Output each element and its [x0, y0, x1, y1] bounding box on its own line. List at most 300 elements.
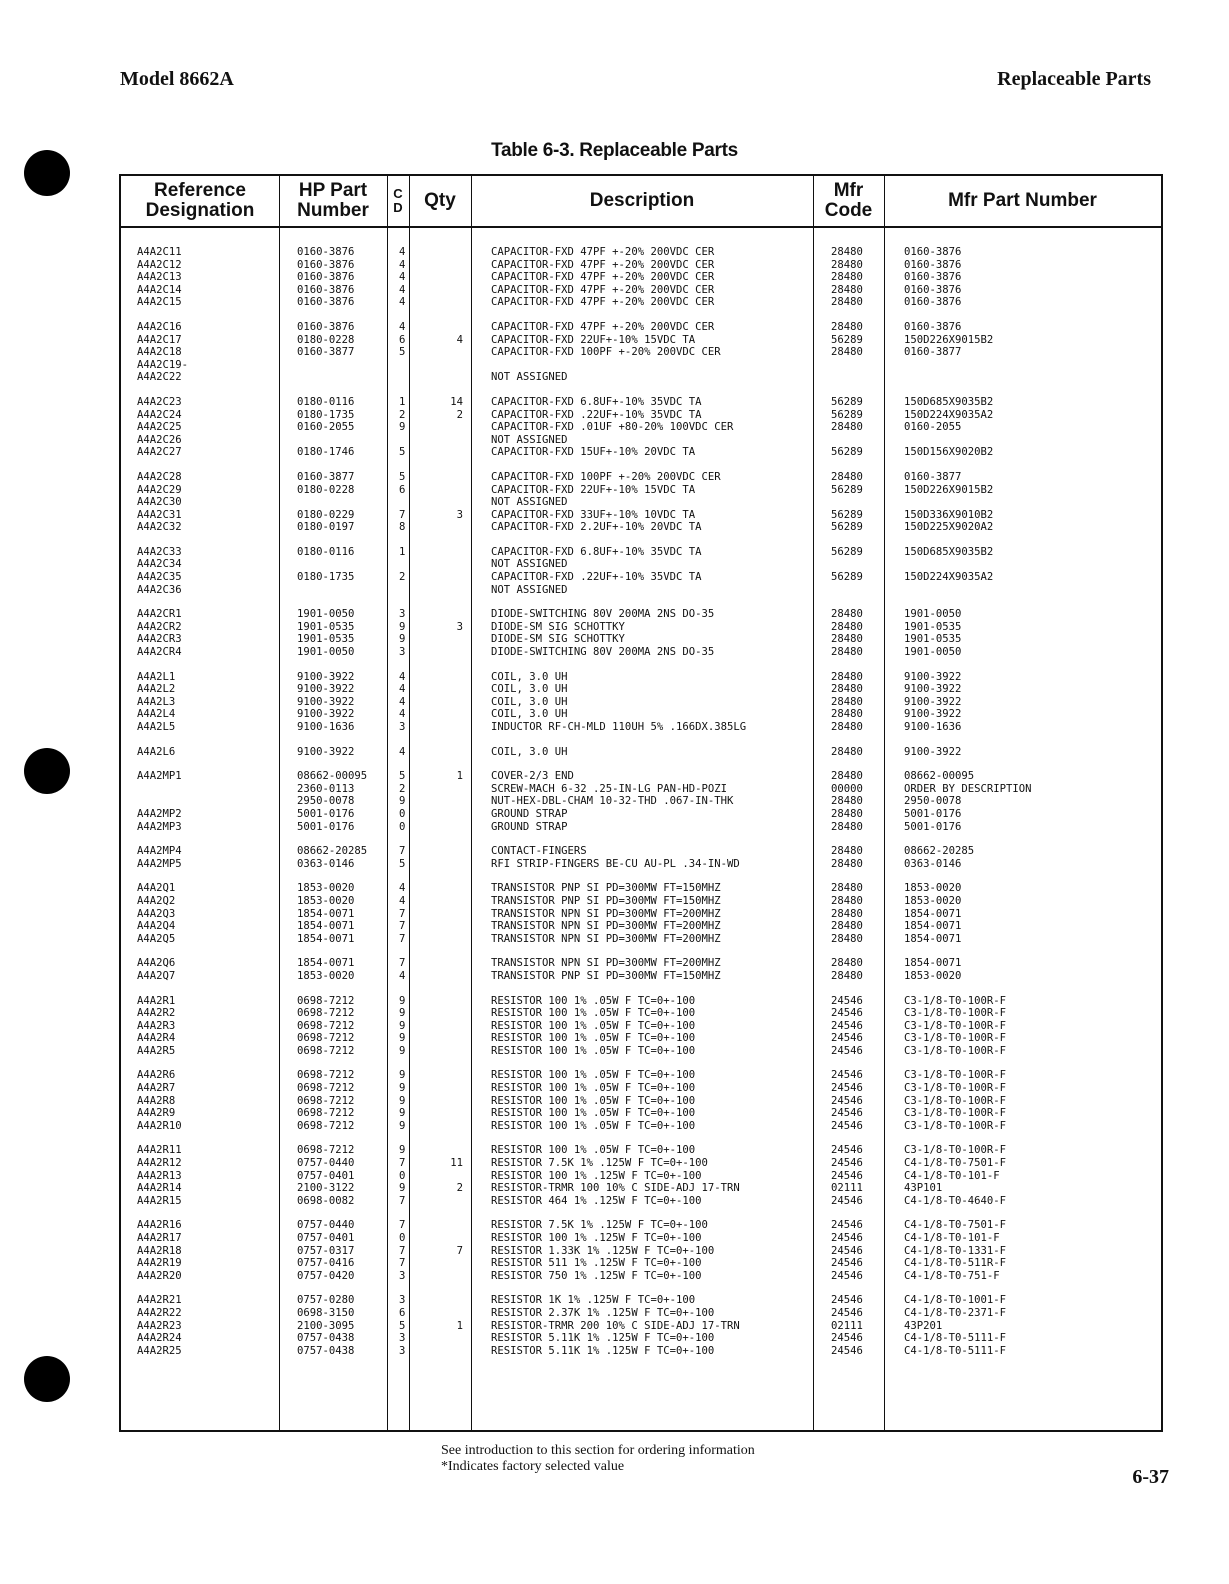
cell-cd: 6: [399, 333, 406, 346]
cell-desc: COIL, 3.0 UH: [491, 670, 568, 683]
cell-cd: 5: [399, 857, 406, 870]
cell-mpn: 0160-3876: [904, 246, 962, 258]
table-row: [121, 882, 1161, 895]
cell-desc: CAPACITOR-FXD .22UF+-10% 35VDC TA: [491, 571, 702, 584]
cell-ref: A4A2R13: [137, 1169, 182, 1182]
cell-cd: 7: [399, 1194, 406, 1207]
cell-mpn: C3-1/8-T0-100R-F: [904, 1032, 1007, 1045]
cell-ref: A4A2R9: [137, 1107, 176, 1120]
cell-desc: CAPACITOR-FXD 47PF +-20% 200VDC CER: [491, 320, 715, 333]
cell-qty: 7: [456, 1244, 463, 1257]
cell-ref: A4A2R25: [137, 1344, 182, 1357]
cell-hp: 0180-0197: [297, 521, 355, 534]
cell-hp: 0757-0401: [297, 1169, 355, 1182]
cell-desc: RESISTOR 100 1% .05W F TC=0+-100: [491, 1019, 696, 1032]
cell-desc: CAPACITOR-FXD 6.8UF+-10% 35VDC TA: [491, 395, 702, 408]
cell-hp: 1854-0071: [297, 920, 355, 933]
cell-ref: A4A2Q7: [137, 969, 176, 982]
cell-mpn: 150D156X9020B2: [904, 446, 994, 459]
cell-desc: RESISTOR 100 1% .125W F TC=0+-100: [491, 1232, 702, 1244]
cell-ref: A4A2C31: [137, 508, 182, 521]
cell-hp: 0160-3876: [297, 296, 355, 309]
cell-hp: 0698-7212: [297, 1094, 355, 1107]
cell-mfr: 28480: [831, 721, 863, 733]
cell-desc: CAPACITOR-FXD 47PF +-20% 200VDC CER: [491, 271, 715, 284]
table-row: [121, 608, 1161, 621]
cell-hp: 0180-0116: [297, 545, 355, 558]
cell-mpn: C4-1/8-T0-7501-F: [904, 1157, 1007, 1170]
cell-desc: RESISTOR 100 1% .05W F TC=0+-100: [491, 1107, 696, 1120]
cell-hp: 0698-7212: [297, 1069, 355, 1082]
cell-mpn: 1853-0020: [904, 969, 962, 982]
cell-mfr: 24546: [831, 1344, 863, 1357]
table-row: [121, 334, 1161, 347]
cell-mpn: 0160-2055: [904, 421, 962, 434]
table-row: [121, 683, 1161, 696]
column-header-mfr-code: Mfr Code: [824, 180, 873, 221]
table-row: [121, 770, 1161, 783]
cell-mpn: 9100-3922: [904, 695, 962, 708]
cell-cd: 5: [399, 1319, 406, 1332]
cell-hp: 9100-3922: [297, 695, 355, 708]
cell-mfr: 28480: [831, 620, 863, 633]
cell-mpn: 43P201: [904, 1319, 943, 1332]
cell-mpn: 1853-0020: [904, 882, 962, 895]
cell-mpn: C4-1/8-T0-1331-F: [904, 1244, 1007, 1257]
cell-cd: 9: [399, 1107, 406, 1120]
table-row: [121, 920, 1161, 933]
cell-mpn: 0160-3876: [904, 283, 962, 296]
cell-hp: 0160-3876: [297, 258, 355, 271]
cell-mpn: 1854-0071: [904, 907, 962, 920]
cell-ref: A4A2R10: [137, 1119, 182, 1132]
cell-desc: GROUND STRAP: [491, 807, 568, 820]
cell-mpn: C4-1/8-T0-1001-F: [904, 1294, 1007, 1307]
table-row: [121, 895, 1161, 908]
table-row: [121, 908, 1161, 921]
cell-mpn: 150D336X9010B2: [904, 508, 994, 521]
cell-cd: 3: [399, 1269, 406, 1282]
cell-mpn: 1854-0071: [904, 920, 962, 933]
footnote: See introduction to this section for ordering information *Indicates factory selected value: [441, 1443, 755, 1474]
cell-ref: A4A2R12: [137, 1157, 182, 1170]
column-header-qty: Qty: [424, 190, 456, 211]
cell-mfr: 28480: [831, 920, 863, 933]
cell-hp: 0757-0438: [297, 1332, 355, 1345]
cell-desc: CONTACT-FINGERS: [491, 845, 587, 858]
cell-ref: A4A2C13: [137, 271, 182, 284]
cell-desc: RESISTOR 511 1% .125W F TC=0+-100: [491, 1257, 702, 1270]
cell-mpn: 0160-3876: [904, 271, 962, 284]
cell-cd: 0: [399, 1232, 406, 1244]
cell-desc: CAPACITOR-FXD .01UF +80-20% 100VDC CER: [491, 421, 734, 434]
cell-cd: 4: [399, 670, 406, 683]
cell-mpn: 150D225X9020A2: [904, 521, 994, 534]
cell-mpn: C3-1/8-T0-100R-F: [904, 1069, 1007, 1082]
cell-ref: A4A2C33: [137, 545, 182, 558]
cell-mfr: 56289: [831, 508, 863, 521]
cell-hp: 0180-0229: [297, 508, 355, 521]
cell-mfr: 24546: [831, 1244, 863, 1257]
cell-hp: 0160-3876: [297, 283, 355, 296]
cell-mpn: 150D226X9015B2: [904, 483, 994, 496]
cell-cd: 7: [399, 932, 406, 945]
cell-cd: 9: [399, 1044, 406, 1057]
cell-cd: 7: [399, 845, 406, 858]
cell-mfr: 28480: [831, 745, 863, 758]
cell-desc: RESISTOR 100 1% .05W F TC=0+-100: [491, 994, 696, 1007]
cell-hp: 9100-3922: [297, 708, 355, 721]
cell-ref: A4A2C24: [137, 408, 182, 421]
cell-mpn: 1854-0071: [904, 957, 962, 970]
cell-ref: A4A2Q2: [137, 894, 176, 907]
cell-hp: 0180-1746: [297, 446, 355, 459]
cell-mpn: C3-1/8-T0-100R-F: [904, 1094, 1007, 1107]
cell-desc: NOT ASSIGNED: [491, 558, 568, 571]
cell-ref: A4A2R15: [137, 1194, 182, 1207]
cell-cd: 5: [399, 770, 406, 783]
cell-mpn: C4-1/8-T0-2371-F: [904, 1306, 1007, 1319]
cell-mfr: 28480: [831, 633, 863, 646]
cell-hp: 9100-1636: [297, 721, 355, 733]
cell-desc: TRANSISTOR NPN SI PD=300MW FT=200MHZ: [491, 957, 721, 970]
cell-hp: 08662-00095: [297, 770, 368, 783]
cell-mfr: 56289: [831, 395, 863, 408]
cell-mpn: 1901-0050: [904, 646, 962, 659]
cell-mpn: 1901-0535: [904, 620, 962, 633]
table-row: [121, 696, 1161, 709]
cell-mfr: 28480: [831, 695, 863, 708]
cell-ref: A4A2R8: [137, 1094, 176, 1107]
table-row: [121, 1082, 1161, 1095]
cell-cd: 9: [399, 1019, 406, 1032]
cell-cd: 3: [399, 608, 406, 621]
table-row: [121, 271, 1161, 284]
cell-mfr: 28480: [831, 320, 863, 333]
cell-mfr: 28480: [831, 957, 863, 970]
cell-desc: RESISTOR 100 1% .05W F TC=0+-100: [491, 1044, 696, 1057]
parts-table: [119, 174, 1163, 1432]
cell-cd: 2: [399, 571, 406, 584]
cell-mfr: 24546: [831, 1306, 863, 1319]
table-row: [121, 496, 1161, 509]
section-header: Replaceable Parts: [997, 68, 1151, 90]
table-row: [121, 558, 1161, 571]
cell-mfr: 24546: [831, 1219, 863, 1232]
cell-mpn: 5001-0176: [904, 820, 962, 833]
cell-desc: RESISTOR 100 1% .05W F TC=0+-100: [491, 1082, 696, 1095]
cell-mpn: C4-1/8-T0-5111-F: [904, 1344, 1007, 1357]
table-row: [121, 845, 1161, 858]
cell-mpn: 0160-3876: [904, 320, 962, 333]
cell-hp: 5001-0176: [297, 807, 355, 820]
cell-desc: RESISTOR 7.5K 1% .125W F TC=0+-100: [491, 1157, 708, 1170]
cell-hp: 1901-0050: [297, 608, 355, 621]
cell-hp: 0757-0416: [297, 1257, 355, 1270]
cell-cd: 6: [399, 483, 406, 496]
model-header: Model 8662A: [120, 68, 234, 90]
table-row: [121, 821, 1161, 834]
cell-ref: A4A2C35: [137, 571, 182, 584]
cell-desc: CAPACITOR-FXD 47PF +-20% 200VDC CER: [491, 258, 715, 271]
cell-mfr: 28480: [831, 807, 863, 820]
table-row: [121, 296, 1161, 309]
cell-mfr: 28480: [831, 646, 863, 659]
cell-desc: COVER-2/3 END: [491, 770, 574, 783]
cell-ref: A4A2R5: [137, 1044, 176, 1057]
cell-ref: A4A2C23: [137, 395, 182, 408]
cell-mpn: 0160-3877: [904, 346, 962, 359]
cell-cd: 7: [399, 1257, 406, 1270]
table-body: [121, 246, 1161, 1357]
cell-mfr: 24546: [831, 1169, 863, 1182]
cell-ref: A4A2R16: [137, 1219, 182, 1232]
table-row: [121, 783, 1161, 796]
cell-mpn: 150D224X9035A2: [904, 571, 994, 584]
table-title: Table 6-3. Replaceable Parts: [491, 140, 738, 161]
table-row: [121, 858, 1161, 871]
cell-desc: RESISTOR-TRMR 200 10% C SIDE-ADJ 17-TRN: [491, 1319, 740, 1332]
cell-cd: 4: [399, 271, 406, 284]
table-row: [121, 1270, 1161, 1283]
cell-ref: A4A2Q1: [137, 882, 176, 895]
cell-cd: 4: [399, 894, 406, 907]
cell-cd: 7: [399, 1219, 406, 1232]
cell-ref: A4A2C16: [137, 320, 182, 333]
cell-hp: 9100-3922: [297, 683, 355, 696]
cell-desc: TRANSISTOR NPN SI PD=300MW FT=200MHZ: [491, 920, 721, 933]
table-row: [121, 1007, 1161, 1020]
table-row: [121, 1219, 1161, 1232]
cell-ref: A4A2R3: [137, 1019, 176, 1032]
table-row: [121, 396, 1161, 409]
cell-mfr: 28480: [831, 708, 863, 721]
cell-desc: RESISTOR 100 1% .05W F TC=0+-100: [491, 1094, 696, 1107]
cell-desc: NUT-HEX-DBL-CHAM 10-32-THD .067-IN-THK: [491, 795, 734, 808]
cell-mpn: 1901-0050: [904, 608, 962, 621]
cell-cd: 9: [399, 1094, 406, 1107]
cell-cd: 1: [399, 395, 406, 408]
cell-cd: 4: [399, 695, 406, 708]
cell-desc: RFI STRIP-FINGERS BE-CU AU-PL .34-IN-WD: [491, 857, 740, 870]
table-row: [121, 1320, 1161, 1333]
cell-ref: A4A2C29: [137, 483, 182, 496]
cell-ref: A4A2C15: [137, 296, 182, 309]
cell-desc: RESISTOR 464 1% .125W F TC=0+-100: [491, 1194, 702, 1207]
cell-ref: A4A2C34: [137, 558, 182, 571]
cell-ref: A4A2Q6: [137, 957, 176, 970]
cell-ref: A4A2R7: [137, 1082, 176, 1095]
cell-mfr: 28480: [831, 820, 863, 833]
cell-desc: RESISTOR 750 1% .125W F TC=0+-100: [491, 1269, 702, 1282]
cell-hp: 0757-0401: [297, 1232, 355, 1244]
cell-ref: A4A2L2: [137, 683, 176, 696]
cell-hp: 0180-0228: [297, 333, 355, 346]
cell-desc: RESISTOR 7.5K 1% .125W F TC=0+-100: [491, 1219, 708, 1232]
cell-ref: A4A2L3: [137, 695, 176, 708]
cell-desc: SCREW-MACH 6-32 .25-IN-LG PAN-HD-POZI: [491, 782, 727, 795]
cell-mpn: C4-1/8-T0-101-F: [904, 1232, 1000, 1244]
table-row: [121, 1120, 1161, 1133]
table-row: [121, 1069, 1161, 1082]
cell-ref: A4A2R19: [137, 1257, 182, 1270]
cell-ref: A4A2L1: [137, 670, 176, 683]
cell-hp: 5001-0176: [297, 820, 355, 833]
cell-cd: 4: [399, 708, 406, 721]
cell-mfr: 56289: [831, 571, 863, 584]
cell-desc: TRANSISTOR PNP SI PD=300MW FT=150MHZ: [491, 894, 721, 907]
column-header-description: Description: [589, 190, 695, 211]
cell-hp: 1901-0050: [297, 646, 355, 659]
cell-cd: 0: [399, 820, 406, 833]
cell-mpn: C3-1/8-T0-100R-F: [904, 1107, 1007, 1120]
cell-qty: 1: [456, 770, 463, 783]
cell-mfr: 56289: [831, 521, 863, 534]
cell-desc: GROUND STRAP: [491, 820, 568, 833]
cell-hp: 0698-7212: [297, 1019, 355, 1032]
cell-hp: 0698-7212: [297, 1044, 355, 1057]
cell-hp: 0698-7212: [297, 1107, 355, 1120]
cell-qty: 4: [456, 333, 463, 346]
cell-desc: DIODE-SWITCHING 80V 200MA 2NS DO-35: [491, 646, 715, 659]
cell-ref: A4A2R22: [137, 1306, 182, 1319]
cell-hp: 0160-3876: [297, 246, 355, 258]
cell-mfr: 56289: [831, 483, 863, 496]
table-row: [121, 371, 1161, 384]
table-row: [121, 284, 1161, 297]
cell-desc: RESISTOR 100 1% .05W F TC=0+-100: [491, 1069, 696, 1082]
cell-mfr: 24546: [831, 1032, 863, 1045]
table-row: [121, 746, 1161, 759]
column-header-reference: Reference Designation: [145, 180, 255, 221]
cell-mfr: 28480: [831, 346, 863, 359]
cell-ref: A4A2C11: [137, 246, 182, 258]
cell-hp: 9100-3922: [297, 745, 355, 758]
table-row: [121, 359, 1161, 372]
cell-ref: A4A2MP3: [137, 820, 182, 833]
cell-cd: 4: [399, 258, 406, 271]
cell-hp: 1854-0071: [297, 932, 355, 945]
cell-desc: CAPACITOR-FXD 47PF +-20% 200VDC CER: [491, 296, 715, 309]
cell-mfr: 28480: [831, 894, 863, 907]
cell-cd: 5: [399, 446, 406, 459]
cell-mfr: 24546: [831, 1019, 863, 1032]
cell-cd: 4: [399, 320, 406, 333]
cell-cd: 7: [399, 1244, 406, 1257]
table-row: [121, 957, 1161, 970]
cell-hp: 2100-3122: [297, 1182, 355, 1195]
cell-mpn: 9100-3922: [904, 670, 962, 683]
cell-desc: TRANSISTOR PNP SI PD=300MW FT=150MHZ: [491, 882, 721, 895]
cell-ref: A4A2R24: [137, 1332, 182, 1345]
cell-mpn: C3-1/8-T0-100R-F: [904, 1082, 1007, 1095]
table-row: [121, 421, 1161, 434]
cell-desc: CAPACITOR-FXD 22UF+-10% 15VDC TA: [491, 333, 696, 346]
cell-mfr: 24546: [831, 1269, 863, 1282]
cell-mfr: 28480: [831, 421, 863, 434]
cell-mpn: 150D685X9035B2: [904, 395, 994, 408]
table-row: [121, 1294, 1161, 1307]
cell-ref: A4A2C17: [137, 333, 182, 346]
cell-ref: A4A2C27: [137, 446, 182, 459]
cell-cd: 4: [399, 296, 406, 309]
cell-mfr: 28480: [831, 258, 863, 271]
cell-desc: CAPACITOR-FXD .22UF+-10% 35VDC TA: [491, 408, 702, 421]
cell-mpn: C3-1/8-T0-100R-F: [904, 1144, 1007, 1157]
cell-cd: 2: [399, 782, 406, 795]
cell-mpn: 0363-0146: [904, 857, 962, 870]
cell-cd: 3: [399, 721, 406, 733]
binder-hole: [24, 1356, 70, 1402]
cell-hp: 0180-1735: [297, 571, 355, 584]
cell-cd: 1: [399, 545, 406, 558]
cell-cd: 0: [399, 807, 406, 820]
cell-desc: TRANSISTOR PNP SI PD=300MW FT=150MHZ: [491, 969, 721, 982]
table-row: [121, 633, 1161, 646]
cell-mpn: 9100-3922: [904, 708, 962, 721]
cell-cd: 4: [399, 683, 406, 696]
cell-ref: A4A2C22: [137, 371, 182, 384]
cell-desc: DIODE-SM SIG SCHOTTKY: [491, 620, 625, 633]
table-row: [121, 571, 1161, 584]
cell-mpn: C4-1/8-T0-751-F: [904, 1269, 1000, 1282]
table-row: [121, 1020, 1161, 1033]
cell-ref: A4A2R18: [137, 1244, 182, 1257]
cell-mpn: 9100-1636: [904, 721, 962, 733]
cell-desc: INDUCTOR RF-CH-MLD 110UH 5% .166DX.385LG: [491, 721, 747, 733]
table-row: [121, 584, 1161, 597]
cell-mpn: C4-1/8-T0-101-F: [904, 1169, 1000, 1182]
cell-desc: COIL, 3.0 UH: [491, 708, 568, 721]
cell-mfr: 00000: [831, 782, 863, 795]
cell-cd: 9: [399, 1144, 406, 1157]
table-row: [121, 1045, 1161, 1058]
cell-mfr: 24546: [831, 1157, 863, 1170]
cell-ref: A4A2Q5: [137, 932, 176, 945]
cell-ref: A4A2C30: [137, 496, 182, 509]
cell-hp: 1854-0071: [297, 907, 355, 920]
cell-ref: A4A2R2: [137, 1007, 176, 1020]
cell-desc: COIL, 3.0 UH: [491, 683, 568, 696]
binder-hole: [24, 748, 70, 794]
column-header-cd: C D: [393, 186, 403, 215]
cell-mfr: 28480: [831, 296, 863, 309]
cell-cd: 8: [399, 521, 406, 534]
cell-desc: TRANSISTOR NPN SI PD=300MW FT=200MHZ: [491, 932, 721, 945]
cell-mfr: 28480: [831, 271, 863, 284]
cell-mfr: 24546: [831, 1232, 863, 1244]
cell-cd: 9: [399, 633, 406, 646]
cell-ref: A4A2L6: [137, 745, 176, 758]
cell-mfr: 24546: [831, 1257, 863, 1270]
cell-desc: CAPACITOR-FXD 33UF+-10% 10VDC TA: [491, 508, 696, 521]
cell-hp: 0757-0420: [297, 1269, 355, 1282]
cell-desc: CAPACITOR-FXD 47PF +-20% 200VDC CER: [491, 283, 715, 296]
cell-ref: A4A2MP2: [137, 807, 182, 820]
cell-hp: 2360-0113: [297, 782, 355, 795]
cell-cd: 9: [399, 421, 406, 434]
cell-desc: CAPACITOR-FXD 2.2UF+-10% 20VDC TA: [491, 521, 702, 534]
cell-cd: 3: [399, 1294, 406, 1307]
cell-ref: A4A2Q3: [137, 907, 176, 920]
cell-cd: 9: [399, 1119, 406, 1132]
cell-cd: 7: [399, 508, 406, 521]
cell-mpn: 5001-0176: [904, 807, 962, 820]
cell-qty: 2: [456, 1182, 463, 1195]
cell-ref: A4A2C32: [137, 521, 182, 534]
cell-mfr: 28480: [831, 969, 863, 982]
cell-hp: 0757-0280: [297, 1294, 355, 1307]
